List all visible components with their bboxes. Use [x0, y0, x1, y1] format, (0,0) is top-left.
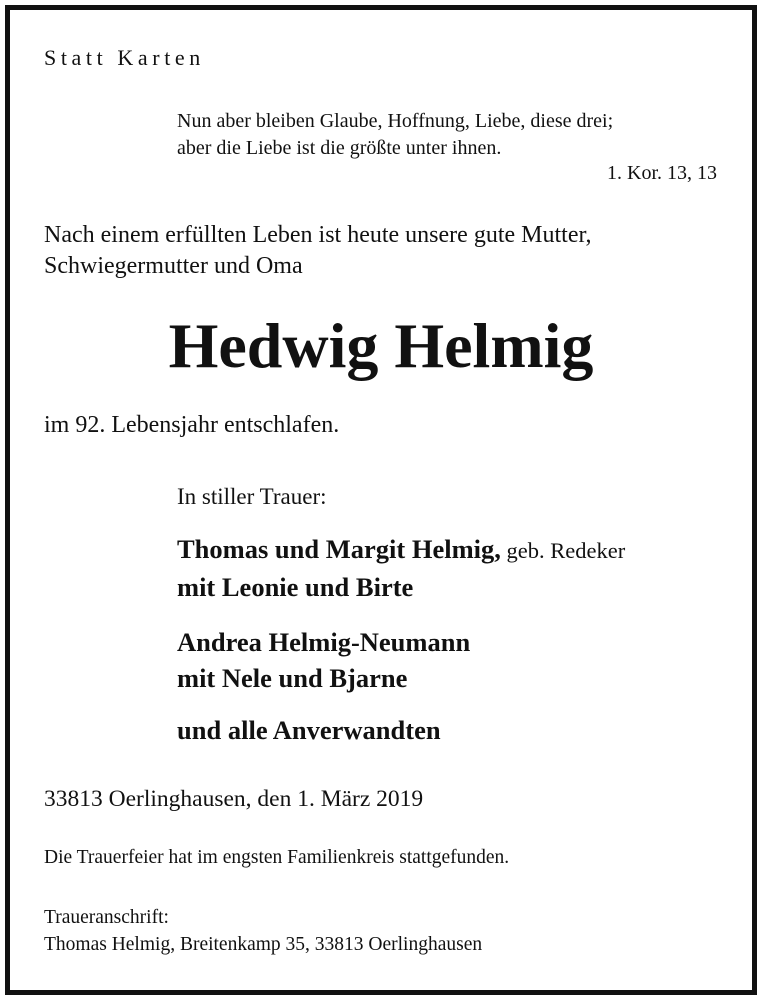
mourner-names: Thomas und Margit Helmig, — [177, 534, 501, 564]
verse-reference: 1. Kor. 13, 13 — [607, 162, 717, 184]
mourner-line: mit Leonie und Birte — [177, 572, 414, 602]
mourning-label: In stiller Trauer: — [177, 484, 327, 509]
funeral-note: Die Trauerfeier hat im engsten Familienkreis stattgefunden. — [44, 847, 510, 868]
deceased-name: Hedwig Helmig — [168, 310, 594, 381]
notice-header: Statt Karten — [44, 45, 205, 70]
maiden-name: geb. Redeker — [500, 538, 626, 563]
mourner-group — [177, 531, 625, 605]
address-value: Thomas Helmig, Breitenkamp 35, 33813 Oerlinghausen — [44, 934, 483, 955]
mourner-line: Andrea Helmig-Neumann — [177, 627, 471, 657]
verse-line-2: aber die Liebe ist die größte unter ihnen. — [177, 137, 502, 159]
verse-line-1: Nun aber bleiben Glaube, Hoffnung, Liebe, diese drei; — [177, 110, 614, 132]
mourner-line — [177, 531, 625, 569]
intro-text — [44, 220, 592, 282]
mourner-line: und alle Anverwandten — [177, 715, 441, 745]
address-label: Traueranschrift: — [44, 907, 169, 928]
bible-verse — [177, 108, 613, 162]
mourner-group — [177, 712, 441, 748]
mourner-line: mit Nele und Bjarne — [177, 663, 408, 693]
place-date: 33813 Oerlinghausen, den 1. März 2019 — [44, 786, 424, 812]
intro-line-2: Schwiegermutter und Oma — [44, 253, 303, 279]
age-text: im 92. Lebensjahr entschlafen. — [44, 412, 340, 438]
intro-line-1: Nach einem erfüllten Leben ist heute unsere gute Mutter, — [44, 222, 592, 248]
mourner-group — [177, 624, 470, 696]
mourning-address — [44, 904, 482, 958]
